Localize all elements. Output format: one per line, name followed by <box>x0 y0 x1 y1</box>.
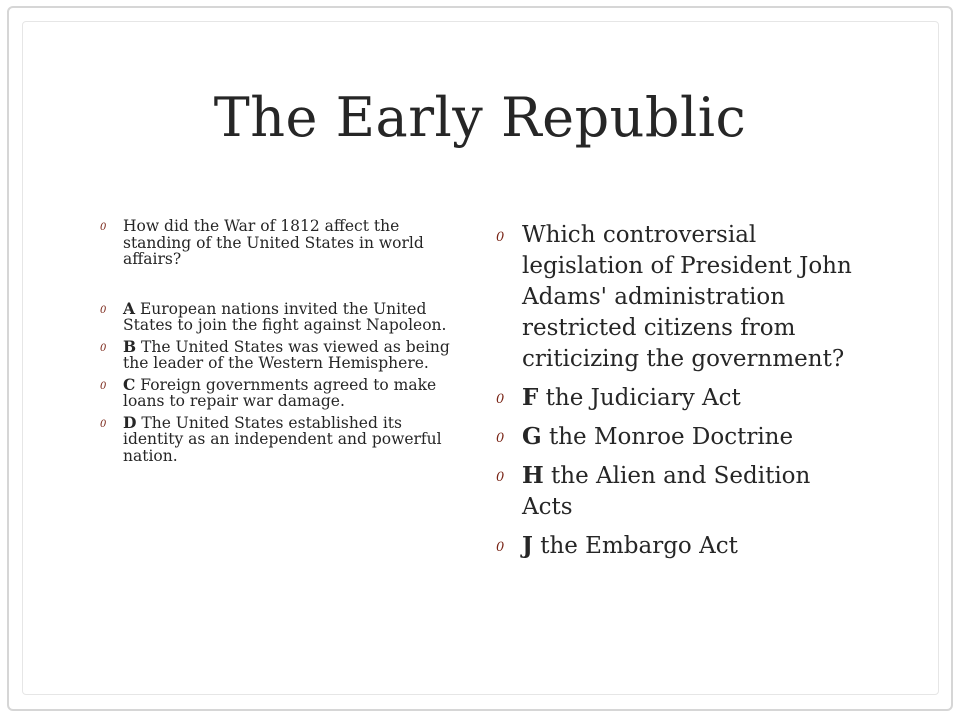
right-question-item <box>496 220 868 375</box>
bullet-marker: 0 <box>496 540 505 555</box>
right-option-h <box>496 460 868 523</box>
bullet-marker: 0 <box>100 304 107 316</box>
left-column <box>100 218 462 469</box>
bullet-marker: 0 <box>496 392 505 407</box>
option-letter: H <box>522 462 544 489</box>
option-letter: C <box>123 374 136 394</box>
bullet-marker: 0 <box>100 222 107 233</box>
left-option-b <box>100 336 462 372</box>
bullet-marker: 0 <box>100 380 107 392</box>
option-letter: F <box>522 384 539 411</box>
option-text: the Embargo Act <box>540 533 738 559</box>
bullet-marker: 0 <box>100 342 107 354</box>
option-letter: B <box>123 336 137 356</box>
option-text: The United States was viewed as being the leader of the Western Hemisphere. <box>123 337 450 372</box>
left-option-c <box>100 374 462 410</box>
option-text: the Judiciary Act <box>545 385 741 411</box>
left-option-d <box>100 412 462 465</box>
right-option-g <box>496 421 868 453</box>
option-letter: A <box>123 298 136 318</box>
bullet-marker: 0 <box>496 470 505 485</box>
option-text: the Monroe Doctrine <box>548 424 794 450</box>
option-letter: J <box>522 532 533 559</box>
option-text: European nations invited the United States to join the fight against Napoleon. <box>123 299 447 334</box>
left-question-item <box>100 218 462 268</box>
option-text: the Alien and Sedition Acts <box>522 463 811 520</box>
right-option-f <box>496 382 868 414</box>
option-letter: D <box>123 412 137 432</box>
option-letter: G <box>522 423 542 450</box>
bullet-marker: 0 <box>496 431 505 446</box>
right-option-j <box>496 530 868 562</box>
left-option-a <box>100 298 462 334</box>
right-question-text: Which controversial legislation of President John Adams' administration restricted citizens from criticizing the government? <box>522 222 852 372</box>
slide-title: The Early Republic <box>213 86 747 149</box>
bullet-marker: 0 <box>496 230 505 245</box>
right-column <box>496 220 868 569</box>
left-question-text: How did the War of 1812 affect the standing of the United States in world affairs? <box>123 217 424 268</box>
option-text: Foreign governments agreed to make loans to repair war damage. <box>123 375 437 410</box>
bullet-marker: 0 <box>100 418 107 430</box>
option-text: The United States established its identity as an independent and powerful nation. <box>123 413 442 465</box>
